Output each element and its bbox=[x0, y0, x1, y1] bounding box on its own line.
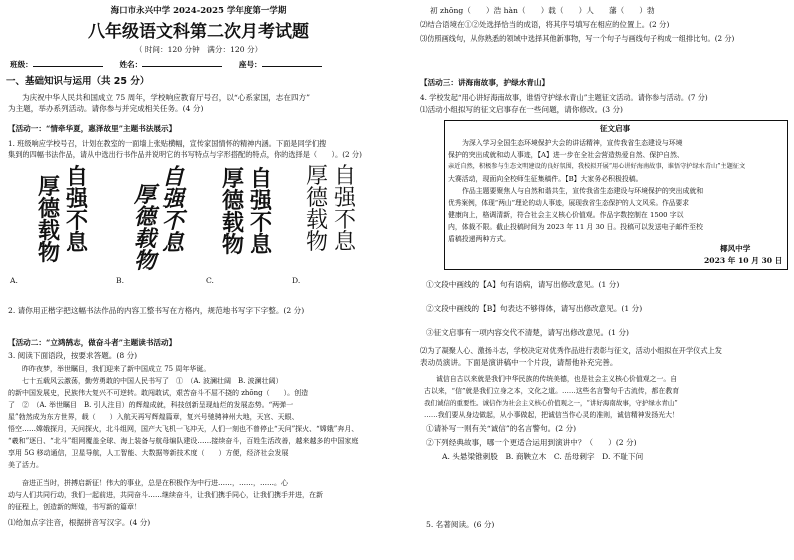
q3-3-text: ⑶仿照画线句，从你熟悉的领域中选择其他新事物，写一个句子与画线句子构成一组排比句。(2 分) bbox=[420, 34, 735, 43]
school-header: 海口市永兴中学 2024-2025 学年度第一学期 bbox=[110, 6, 287, 16]
name-field[interactable] bbox=[142, 66, 222, 67]
student-info-row bbox=[10, 60, 322, 70]
notice-heading: 征文启事 bbox=[599, 124, 631, 133]
time-info: （ 时间：120 分钟 满分：120 分） bbox=[134, 45, 263, 54]
q1-line-2: 集到的四幅书法作品，请从中选出行书作品并说明它的书写特点与字形搭配的特点，你的选择是（ ）。(2 分) bbox=[8, 150, 362, 159]
q4-1c-text: ③征文启事有一项内容交代不清楚，请写出修改意见。(1 分) bbox=[426, 328, 630, 337]
option-c-label: C. bbox=[206, 276, 214, 285]
notice-signature: 椰风中学 bbox=[720, 244, 751, 253]
calligraphy-c: 自 强 不 息 厚 德 载 物 bbox=[222, 166, 273, 258]
q4-2-line-1: ⑵为了凝聚人心、激扬斗志，学校决定对优秀作品进行表彰与征文，活动小组拟在开学仪式上发 bbox=[420, 346, 722, 355]
q4-line-2: ⑴活动小组拟写的征文启事存在一些问题，请你修改。(3 分) bbox=[420, 105, 624, 114]
option-d-label: D. bbox=[292, 276, 301, 285]
q4-1b-text: ②文段中画线的【B】句表达不够得体，请写出修改意见。(1 分) bbox=[426, 304, 643, 313]
class-field[interactable] bbox=[33, 66, 103, 67]
q1-line-1: 1. 班级响应学校号召，计划在教室的一面墙上张贴横幅，宣传家国情怀的精神内涵。下面是同学们搜 bbox=[8, 139, 327, 148]
left-column: 海口市永兴中学 2024-2025 学年度第一学期 八年级语文科第二次月考试题 （ 时间：120 分钟 满分：120 分） 班级： 姓名： 座号： 一、基础知识与运用（共 25 分） 为庆祝中华人民共和国成立 75 周年，学校响应教育厅号召，以“心系家国，志在四方” 为主题，举办系列活动。请你参与并完成相关任务。(4 分) 【活动一：“情牵华夏，惠泽故里”主题书法展示】 1. 班级响应学校号召，计划在教室的一面墙上张贴横幅，宣传家国情怀的精神内涵。下面是同学们搜 集到的四幅书法作品，请从中选出行书作品并说明它的书写特点与字形搭配的特点，你的选择是（ ）。(2 分) 自 强 不 息 厚 德 载 物 自 强 不 息 厚 德 载 物 自 强 不 息 厚 德 载 物 自 强 不 息 厚 德 载 物 A. B. C. D. 2. 请你用正楷字把这幅书法作品的内容工整书写在方格内，规范地书写字下字整。(2 分) 【活动二：“立鸿鹄志，做奋斗者”主题读书活动】 3. 阅读下面语段，按要求答题。(8 分) 昨昨夜梦，举世瞩目，我们迎来了新中国成立 75 周年华诞。 七十五载风云激荡，勤劳勇敢的中国人民书写了 ① （A. 波澜壮阔 B. 波澜壮阔） 的新中国发展史，民族伟大复兴不可逆转。敢闯敢试，艰苦奋斗不屈不挠的 zhōng（ ）。创造 了 ② （A. 举世瞩目 B. 引人注目）的辉煌成就，科技创新呈现灿烂的发展态势。“两弹一 星”勃然成为东方世界，载（ ）入航天再写辉煌篇章，复兴号驰骋神州大地，天宫、天眼、 悟空……嫦娥探月，天问探火，北斗组网，国产大飞机一飞冲天，人们一刻也不曾停止“天问”探火、“嫦娥”奔月、 “羲和”逐日、“北斗”组网覆盖全球、海上装备与航母编队建设……接续奋斗，百姓生活改善，越来越多的中国家庭 享用 5G 移动通信，卫星导航，人工智能、大数据等新技术度（ ）方便，经济社会发展 美了活力。 奋进正当时，拼搏启新征！伟大的事业，总是在积极作为中行进……，……，……。心 动与人们共同行动，我们一起前进，共同奋斗……继续奋斗，让我们携手同心，让我们携手并进，在新 的征程上，创造新的辉煌，书写新的篇章！ ⑴给加点字注音，根据拼音写汉字。(4 分) bbox=[0, 0, 397, 560]
q4-1a-text: ①文段中画线的【A】句有语病，请写出修改意见。(1 分) bbox=[426, 280, 620, 289]
pinyin-line: 初 zhōng（ ）浩 hàn（ ）载（ ）人 藩（ ）勃 bbox=[430, 6, 655, 15]
q4-line-1: 4. 学校发起“用心讲好海南故事，谁悟守护绿水青山”主题征文活动。请你参与活动。(7 分) bbox=[420, 93, 708, 102]
q3-2-text: ⑵结合语境在①②处选择恰当的成语，将其序号填写在相应的位置上。(2 分) bbox=[420, 20, 670, 29]
exam-title: 八年级语文科第二次月考试题 bbox=[88, 22, 309, 42]
q3-1-text: ⑴给加点字注音，根据拼音写汉字。(4 分) bbox=[8, 518, 151, 527]
activity-1-heading: 【活动一：“情牵华夏，惠泽故里”主题书法展示】 bbox=[8, 124, 177, 133]
q5-text: 5. 名著阅读。(6 分) bbox=[426, 520, 495, 529]
q4-2a-text: ①请补写一则有关“诚信”的名言警句。(2 分) bbox=[426, 424, 577, 433]
seat-field[interactable] bbox=[262, 66, 322, 67]
calligraphy-d: 自 强 不 息 厚 德 载 物 bbox=[306, 164, 357, 255]
section-1-heading: 一、基础知识与运用（共 25 分） bbox=[6, 76, 150, 87]
right-column: 初 zhōng（ ）浩 hàn（ ）载（ ）人 藩（ ）勃 ⑵结合语境在①②处选择恰当的成语，将其序号填写在相应的位置上。(2 分) ⑶仿照画线句，从你熟悉的领域中选择其他新事物，写一个句子与画线句子构成一组排比句。(2 分) 【活动三：讲海南故事，护绿水青山】 4. 学校发起“用心讲好海南故事，谁悟守护绿水青山”主题征文活动。请你参与活动。(7 分) ⑴活动小组拟写的征文启事存在一些问题，请你修改。(3 分) 征文启事 为深入学习全国生态环境保护大会的讲话精神，宣传我省生态建设与环境 保护的突出成就和动人事迹，【A】进一步在全社会营造热爱自然、保护自然、 亲近自然，积极参与生态文明建设的良好氛围，我校拟开展“用心讲好海南故事，谁悟守护绿水青山”主题征文 大赛活动，现面向全校师生征集稿件。【B】大家务必积极投稿。 作品主题要聚焦人与自然和谐共生，宣传我省生态建设与环境保护的突出成就和 优秀案例，体现“两山”理论的动人事迹，展现我省生态保护的人文风采。作品要求 健康向上，格调清新，符合社会主义核心价值观。作品字数控制在 1500 字以 内，体裁不限。截止投稿时间为 2023 年 11 月 30 日。投稿可以发送电子邮件至校 盾稿投递两种方式。 椰风中学 2023 年 10 月 30 日 ①文段中画线的【A】句有语病，请写出修改意见。(1 分) ②文段中画线的【B】句表达不够得体，请写出修改意见。(1 分) ③征文启事有一项内容交代不清楚，请写出修改意见。(1 分) ⑵为了凝聚人心、激扬斗志，学校决定对优秀作品进行表彰与征文，活动小组拟在开学仪式上发 表动员演讲。下面是演讲稿中一个片段，请帮他补充完善。 诚信自古以来就是我们中华民族的传统美德，也是社会主义核心价值观之一。自 古以来，“信”就是我们立身之本，文化之道。……这些名言警句千古流传，都在教育 我们诚信的重要性。诚信作为社会主义核心价值观之一，“讲好海南故事，守护绿水青山” ……我们要从身边做起，从小事做起，把诚信当作心灵的准则，诚信精神发扬光大！ ①请补写一则有关“诚信”的名言警句。(2 分) ②下列经典故事，哪一个更适合运用到演讲中？（ ）(2 分) A. 头悬梁锥刺股 B. 商鞅立木 C. 岳母刺字 D. 不耻下问 5. 名著阅读。(6 分) bbox=[410, 0, 794, 560]
option-b-label: B. bbox=[116, 276, 124, 285]
q4-2b-text: ②下列经典故事，哪一个更适合运用到演讲中？（ ）(2 分) bbox=[426, 438, 637, 447]
q2-text: 2. 请你用正楷字把这幅书法作品的内容工整书写在方格内，规范地书写字下字整。(2 分) bbox=[8, 306, 305, 315]
q4-2-line-2: 表动员演讲。下面是演讲稿中一个片段，请帮他补充完善。 bbox=[420, 358, 618, 367]
activity-2-heading: 【活动二：“立鸿鹄志，做奋斗者”主题读书活动】 bbox=[8, 338, 177, 347]
activity-3-heading: 【活动三：讲海南故事，护绿水青山】 bbox=[420, 78, 550, 87]
option-a-label: A. bbox=[10, 276, 18, 285]
intro-line-1: 为庆祝中华人民共和国成立 75 周年，学校响应教育厅号召，以“心系家国，志在四方” bbox=[22, 93, 311, 102]
calligraphy-b: 自 强 不 息 厚 德 载 物 bbox=[134, 164, 185, 274]
name-label: 姓名： bbox=[119, 60, 143, 69]
intro-line-2: 为主题，举办系列活动。请你参与并完成相关任务。(4 分) bbox=[8, 104, 204, 113]
options-line: A. 头悬梁锥刺股 B. 商鞅立木 C. 岳母刺字 D. 不耻下问 bbox=[442, 452, 644, 461]
q3-title: 3. 阅读下面语段，按要求答题。(8 分) bbox=[8, 351, 138, 360]
seat-label: 座号： bbox=[238, 60, 262, 69]
class-label: 班级： bbox=[10, 60, 33, 69]
calligraphy-a: 自 强 不 息 厚 德 载 物 bbox=[38, 164, 89, 266]
notice-date: 2023 年 10 月 30 日 bbox=[704, 256, 783, 265]
